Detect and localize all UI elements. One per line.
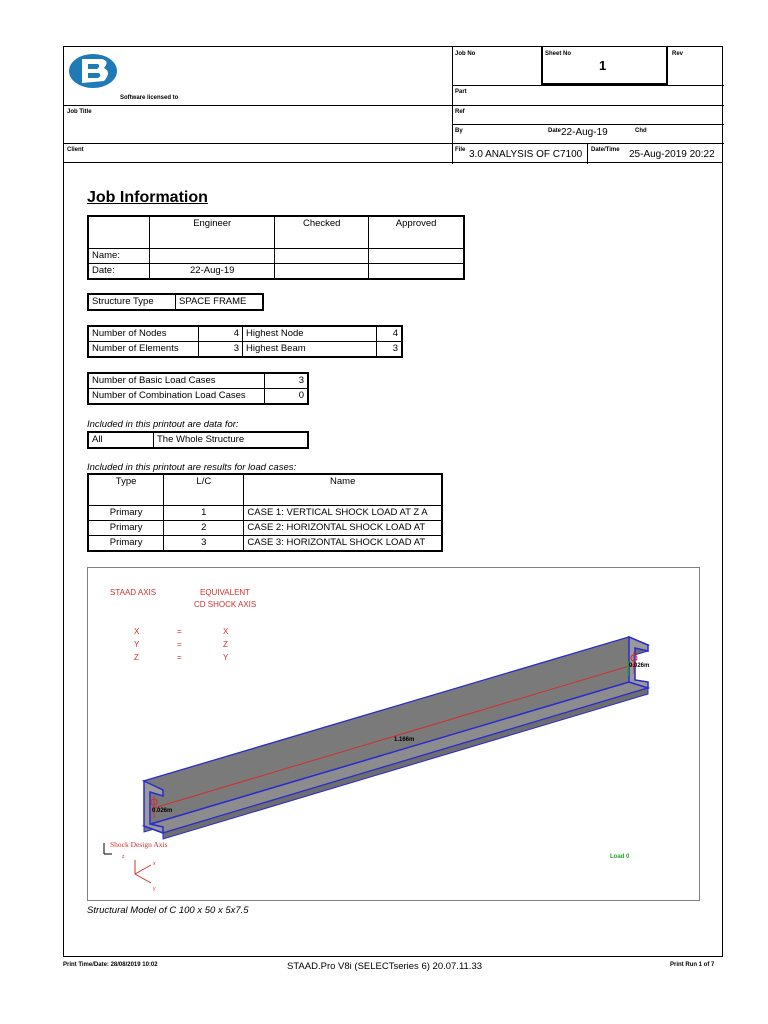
date-row-label: Date: [88, 264, 150, 280]
file-value: 3.0 ANALYSIS OF C7100 [469, 149, 583, 160]
chd-label: Chd [635, 128, 647, 134]
highest-beam-label: Highest Beam [243, 342, 377, 358]
axis-z-label: z [122, 854, 125, 860]
date-value: 22-Aug-19 [561, 127, 608, 138]
footer-print-run: Print Run 1 of 7 [670, 962, 715, 968]
by-label: By [455, 128, 463, 134]
footer-print-time: Print Time/Date: 28/08/2019 10:02 [63, 962, 158, 968]
axis-map-eq-0: = [177, 627, 182, 636]
elements-label: Number of Elements [88, 342, 199, 358]
model-caption: Structural Model of C 100 x 50 x 5x7.5 [87, 905, 249, 916]
basic-load-label: Number of Basic Load Cases [88, 373, 265, 389]
included-data-caption: Included in this printout are data for: [87, 419, 239, 430]
datetime-label: Date/Time [591, 147, 620, 153]
row-lc: 1 [164, 506, 244, 521]
nodes-label: Number of Nodes [88, 326, 199, 342]
row-type: Primary [88, 506, 164, 521]
axis-map-a-0: X [134, 627, 140, 636]
row-lc: 2 [164, 521, 244, 536]
dim-right-label: 0.026m [629, 663, 650, 669]
axis-map-eq-1: = [177, 640, 182, 649]
axis-x-label: x [153, 861, 156, 867]
structural-model-view [87, 567, 700, 901]
structure-type-table [87, 293, 264, 311]
load-cases-table [87, 372, 309, 405]
row-name: CASE 2: HORIZONTAL SHOCK LOAD AT [244, 521, 442, 536]
load-label: Load 0 [610, 854, 630, 860]
combo-load-value: 0 [265, 389, 309, 405]
highest-node-value: 4 [377, 326, 403, 342]
combo-load-label: Number of Combination Load Cases [88, 389, 265, 405]
col-checked: Checked [275, 216, 369, 249]
row-type: Primary [88, 536, 164, 552]
axis-map-a-1: Y [134, 640, 140, 649]
included-results-caption: Included in this printout are results for load cases: [87, 462, 297, 473]
job-info-table [87, 215, 465, 280]
dim-left-label: 0.026m [152, 808, 173, 814]
shock-design-axis-label: Shock Design Axis [110, 840, 168, 849]
axis-y-label: y [153, 886, 156, 892]
row-name: CASE 3: HORIZONTAL SHOCK LOAD AT [244, 536, 442, 552]
structure-type-value: SPACE FRAME [176, 294, 264, 310]
footer-program: STAAD.Pro V8i (SELECTseries 6) 20.07.11.33 [287, 961, 483, 972]
job-title-label: Job Title [67, 109, 92, 115]
name-label: Name: [88, 249, 150, 264]
sheet-no-value: 1 [599, 58, 607, 73]
sheet-header [63, 46, 723, 163]
results-table [87, 473, 443, 552]
equivalent-label-1: EQUIVALENT [200, 588, 251, 597]
axis-map-a-2: Z [134, 653, 139, 662]
col-approved: Approved [369, 216, 464, 249]
col-engineer: Engineer [150, 216, 275, 249]
elements-value: 3 [199, 342, 243, 358]
table-row [88, 521, 442, 536]
axis-map-b-0: X [223, 627, 229, 636]
staad-axis-label: STAAD AXIS [110, 588, 157, 597]
date-label: Date [548, 128, 562, 134]
part-label: Part [455, 89, 467, 95]
file-label: File [455, 147, 466, 153]
dim-length-label: 1.166m [394, 737, 415, 743]
included-data-whole: The Whole Structure [154, 432, 309, 448]
highest-beam-value: 3 [377, 342, 403, 358]
included-data-table [87, 431, 309, 449]
row-type: Primary [88, 521, 164, 536]
structure-type-label: Structure Type [88, 294, 176, 310]
highest-node-label: Highest Node [243, 326, 377, 342]
results-header-lc: L/C [164, 474, 244, 506]
client-label: Client [67, 147, 84, 153]
axis-map-b-1: Z [223, 640, 228, 649]
sheet-no-label: Sheet No [545, 51, 572, 57]
equivalent-label-2: CD SHOCK AXIS [194, 600, 257, 609]
table-row [88, 536, 442, 552]
software-licensed-label: Software licensed to [120, 95, 179, 101]
date-row-value: 22-Aug-19 [150, 264, 275, 280]
included-data-all: All [88, 432, 154, 448]
results-header-type: Type [88, 474, 164, 506]
basic-load-value: 3 [265, 373, 309, 389]
beam-3d-drawing [88, 568, 699, 900]
axis-map-eq-2: = [177, 653, 182, 662]
nodes-value: 4 [199, 326, 243, 342]
rev-label: Rev [672, 51, 684, 57]
row-lc: 3 [164, 536, 244, 552]
ref-label: Ref [455, 109, 465, 115]
row-name: CASE 1: VERTICAL SHOCK LOAD AT Z A [244, 506, 442, 521]
table-row [88, 506, 442, 521]
job-info-title: Job Information [87, 189, 208, 206]
bentley-logo [68, 51, 118, 91]
counts-table [87, 325, 403, 358]
datetime-value: 25-Aug-2019 20:22 [629, 149, 715, 160]
axis-map-b-2: Y [223, 653, 229, 662]
job-no-label: Job No [455, 51, 476, 57]
results-header-name: Name [244, 474, 442, 506]
